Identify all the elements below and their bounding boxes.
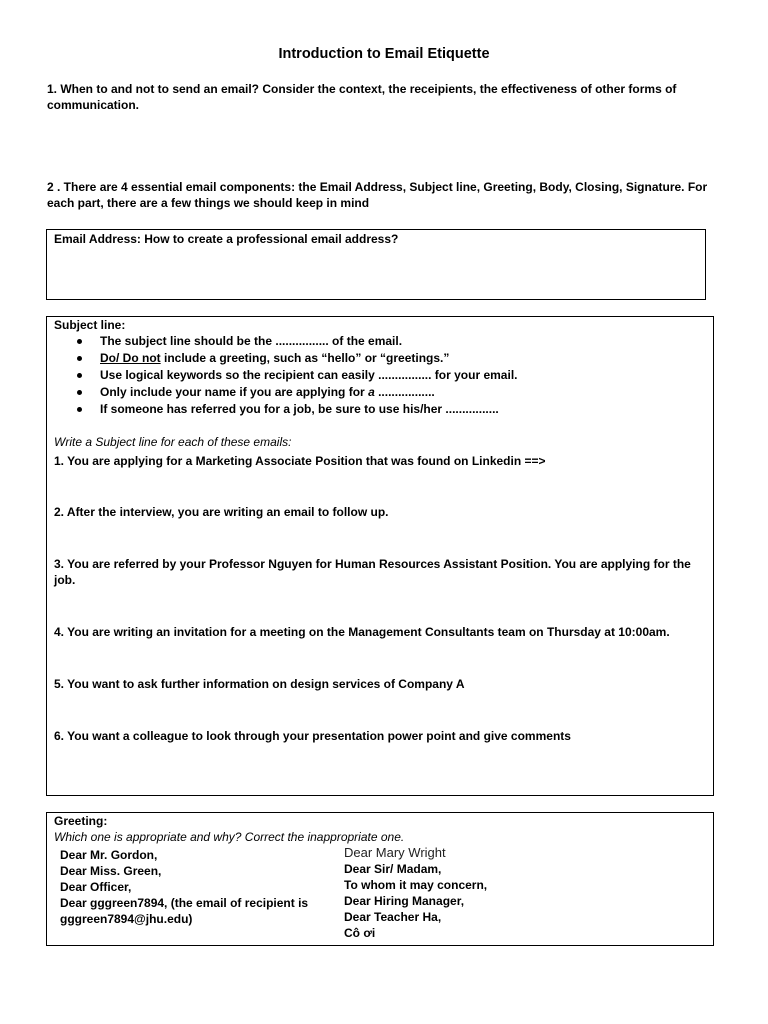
email-address-box (46, 229, 706, 300)
subject-task-5: 5. You want to ask further information on design services of Company A (54, 677, 465, 691)
tip-underlined: Do/ Do not (100, 351, 161, 365)
tip-text: include a greeting, such as “hello” or “greetings.” (160, 351, 450, 365)
tip-text: ................. (374, 385, 435, 399)
tip-italic: a (368, 385, 375, 399)
subject-task-4: 4. You are writing an invitation for a meeting on the Management Consultants team on Thursday at 10:00am. (54, 625, 670, 639)
greeting-options (54, 845, 713, 945)
subject-task-1: 1. You are applying for a Marketing Associate Position that was found on Linkedin ==> (54, 454, 546, 468)
tip-text: If someone has referred you for a job, be sure to use his/her ................ (100, 402, 499, 416)
greeting-option: Dear gggreen7894, (the email of recipient is (60, 896, 309, 910)
tip-item (100, 384, 713, 401)
tip-item (100, 367, 713, 384)
greeting-option: Cô ơi (344, 926, 376, 940)
tip-item (100, 333, 713, 350)
greeting-option: Dear Mr. Gordon, (60, 848, 158, 862)
greeting-option: Dear Mary Wright (344, 845, 446, 860)
greeting-option: Dear Miss. Green, (60, 864, 162, 878)
greeting-option: Dear Sir/ Madam, (344, 862, 442, 876)
tip-text: Use logical keywords so the recipient can easily ................ for your email. (100, 368, 518, 382)
subject-line-box (46, 316, 714, 796)
subject-task-6: 6. You want a colleague to look through your presentation power point and give comments (54, 729, 571, 743)
subject-task-2: 2. After the interview, you are writing an email to follow up. (54, 505, 389, 519)
tip-item (100, 401, 713, 418)
greeting-heading: Greeting: (54, 814, 108, 828)
tip-text: Only include your name if you are applying for (100, 385, 369, 399)
greeting-option: To whom it may concern, (344, 878, 488, 892)
greeting-instruction: Which one is appropriate and why? Correct the inappropriate one. (54, 830, 405, 844)
question-1: 1. When to and not to send an email? Consider the context, the receipients, the effectiveness of other forms of communication. (47, 82, 677, 112)
tip-item (100, 350, 713, 367)
question-2: 2 . There are 4 essential email components: the Email Address, Subject line, Greeting, Body, Closing, Signature. For each part, there are a few things we should keep in mind (47, 180, 708, 210)
greeting-option: Dear Teacher Ha, (344, 910, 442, 924)
subject-task-3: 3. You are referred by your Professor Nguyen for Human Resources Assistant Position. You are applying for the job. (54, 557, 691, 587)
email-address-label: Email Address: How to create a professional email address? (54, 232, 399, 246)
subject-instruction: Write a Subject line for each of these emails: (54, 435, 292, 449)
greeting-options-right (344, 845, 644, 941)
subject-line-heading: Subject line: (54, 318, 126, 332)
greeting-option: Dear Officer, (60, 880, 132, 894)
greeting-options-left (60, 847, 330, 927)
subject-line-tips (54, 333, 713, 418)
greeting-box (46, 812, 714, 946)
greeting-option: Dear Hiring Manager, (344, 894, 465, 908)
tip-text: The subject line should be the ................ of the email. (100, 334, 403, 348)
page-title: Introduction to Email Etiquette (278, 46, 490, 62)
greeting-option: gggreen7894@jhu.edu) (60, 912, 193, 926)
